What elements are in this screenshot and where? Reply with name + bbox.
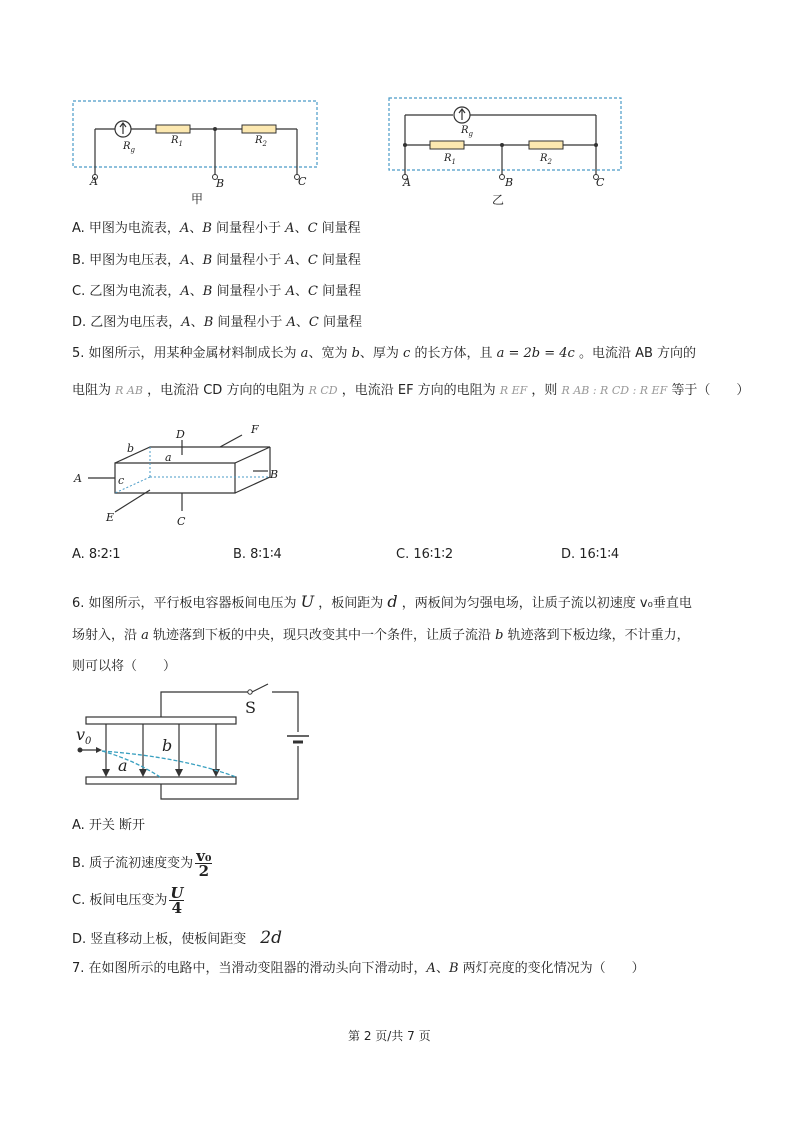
switch-icon: [252, 684, 268, 692]
q5-option-b[interactable]: B. 8∶1∶4: [233, 547, 282, 562]
q6-option-a[interactable]: A. 开关 断开: [72, 818, 146, 833]
page-footer: 第 2 页/共 7 页: [348, 1029, 431, 1043]
q4-option-c[interactable]: C. 乙图为电流表，A、B 间量程小于 A、C 间量程: [72, 284, 362, 299]
label-r1-yi: $R_1$: [444, 153, 456, 166]
q6-label-v0: $v_0$: [76, 725, 92, 748]
q5-label-C: C: [177, 515, 186, 528]
q5-option-d[interactable]: D. 16∶1∶4: [561, 547, 620, 562]
terminal-b-jia: B: [216, 177, 225, 190]
q5-option-c[interactable]: C. 16∶1∶2: [396, 547, 454, 562]
q4-option-a[interactable]: A. 甲图为电流表，A、B 间量程小于 A、C 间量程: [72, 221, 361, 236]
label-rg-yi: $R_g$: [461, 125, 474, 138]
label-r1-jia: $R_1$: [171, 135, 183, 148]
q6-stem-line2: 场射入，沿 a 轨迹落到下板的中央，现只改变其中一个条件，让质子流沿 b 轨迹落到下板边缘，不计重力，: [72, 628, 690, 643]
q6-capacitor-figure: [72, 680, 312, 805]
label-r2-jia: $R_2$: [255, 135, 267, 148]
q5-label-B: B: [270, 468, 279, 481]
terminal-c-jia: C: [298, 175, 307, 188]
resistor-r2-icon: [529, 141, 563, 149]
q6-label-switch: S: [245, 698, 256, 717]
terminal-b-yi: B: [505, 176, 514, 189]
terminal-c-yi: C: [596, 176, 605, 189]
terminal-a-yi: A: [403, 176, 411, 189]
q5-label-d: D: [176, 428, 185, 441]
q5-stem-line2: 电阻为 R AB ，电流沿 CD 方向的电阻为 R CD ，电流沿 EF 方向的电阻为 R EF ，则 R AB : R CD : R EF 等于（ ）: [72, 383, 750, 398]
q6-option-c[interactable]: C. 板间电压变为 $\frac{U}{4}$: [72, 884, 184, 917]
terminal-a-jia: A: [90, 175, 98, 188]
label-r2-yi: $R_2$: [540, 153, 552, 166]
lower-plate: [86, 777, 236, 784]
resistor-r1-icon: [430, 141, 464, 149]
q5-label-a-dim: a: [165, 451, 172, 464]
upper-plate: [86, 717, 236, 724]
label-rg-jia: $R_g$: [123, 141, 136, 154]
q5-label-A: A: [74, 472, 82, 485]
caption-yi: 乙: [492, 193, 505, 207]
q5-label-f: F: [251, 423, 259, 436]
q5-label-c-dim: c: [118, 474, 125, 487]
q6-option-d[interactable]: D. 竖直移动上板，使板间距变 2d: [72, 928, 282, 948]
q6-label-b: b: [162, 736, 173, 755]
q6-stem-line3: 则可以将（ ）: [72, 659, 177, 674]
q7-stem: 7. 在如图所示的电路中，当滑动变阻器的滑动头向下滑动时，A、B 两灯亮度的变化情况为（ ）: [72, 961, 645, 976]
q4-option-d[interactable]: D. 乙图为电压表，A、B 间量程小于 A、C 间量程: [72, 315, 363, 330]
q5-stem-line1: 5. 如图所示，用某种金属材料制成长为 a、宽为 b、厚为 c 的长方体，且 a = 2b = 4c 。电流沿 AB 方向的: [72, 346, 697, 361]
q5-option-a[interactable]: A. 8∶2∶1: [72, 547, 121, 562]
q5-label-b-dim: b: [127, 442, 135, 455]
caption-jia: 甲: [191, 192, 204, 206]
q6-label-a: a: [118, 756, 128, 775]
q5-label-e: E: [106, 511, 115, 524]
q4-option-b[interactable]: B. 甲图为电压表，A、B 间量程小于 A、C 间量程: [72, 253, 361, 268]
q6-stem-line1: 6. 如图所示，平行板电容器板间电压为 U ，板间距为 d ，两板间为匀强电场，让质子流以初速度 v₀垂直电: [72, 592, 692, 611]
q6-option-b[interactable]: B. 质子流初速度变为 $\frac{\text{v₀}}{2}$: [72, 847, 212, 880]
